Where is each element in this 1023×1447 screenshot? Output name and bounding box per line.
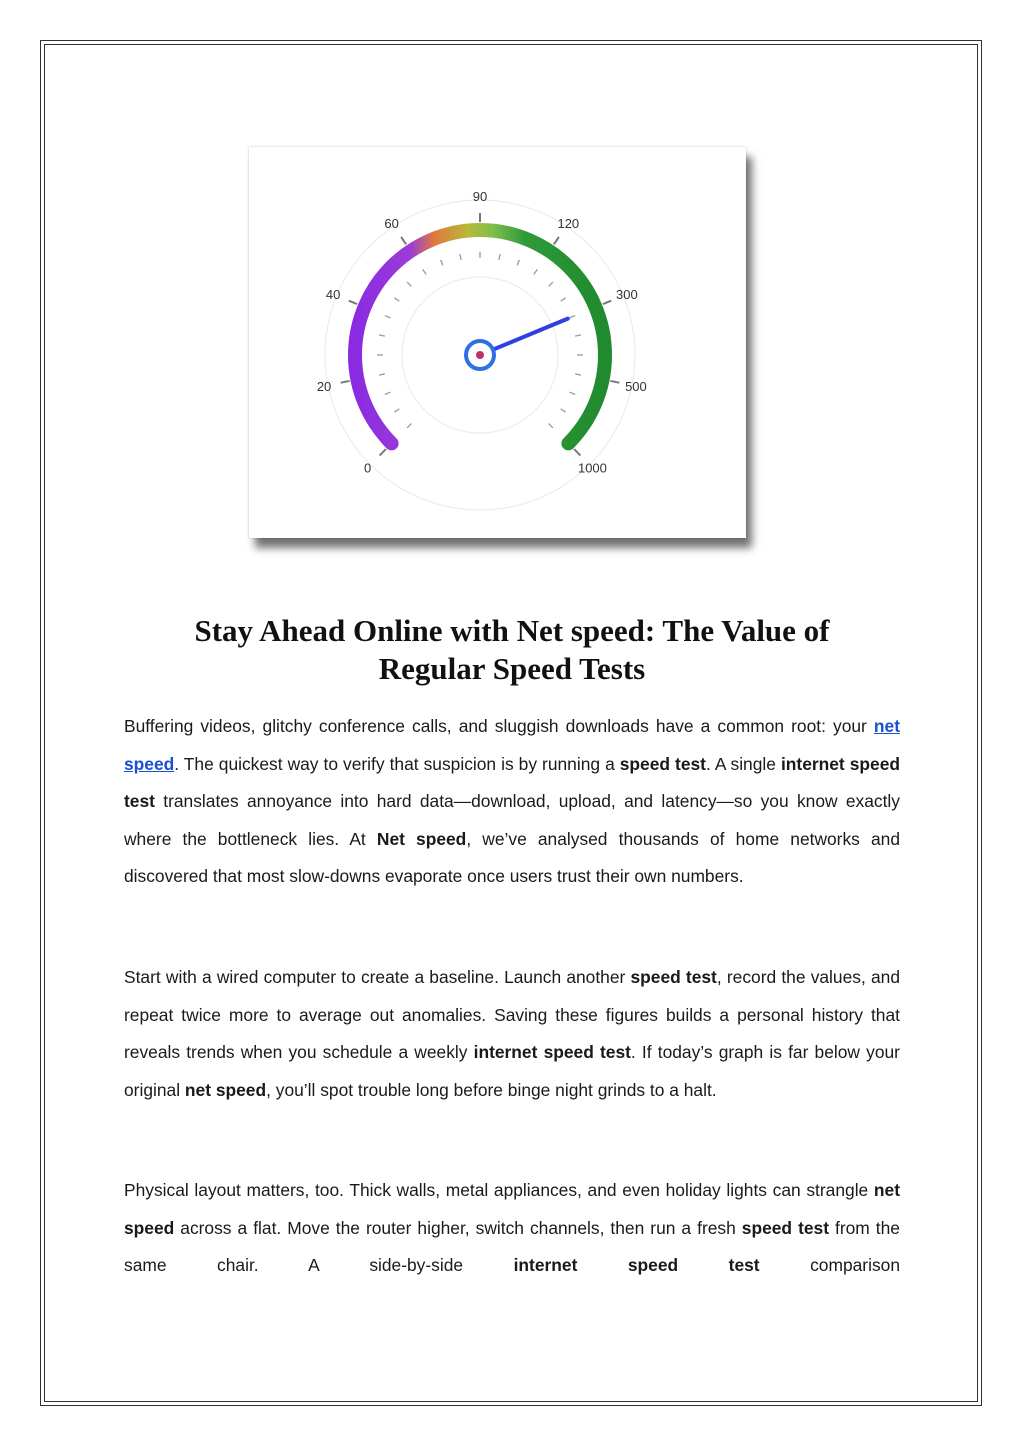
gauge-minor-tick [394,409,399,412]
p2-bold-internet-speed-test: internet speed test [473,1042,631,1063]
paragraph-3 [124,1172,900,1285]
gauge-tick [610,381,619,383]
paragraph-2 [124,959,900,1109]
p2-text-1: Start with a wired computer to create a baseline. Launch another [124,967,631,987]
gauge-minor-tick [407,282,411,286]
gauge-minor-tick [561,409,566,412]
p1-text-3: . A single [705,753,781,774]
gauge-tick [380,449,386,455]
gauge-minor-tick [517,260,519,266]
p3-bold-internet-speed-test: internet speed test [513,1255,760,1276]
p1-text-1: Buffering videos, glitchy conference calls, and sluggish downloads have a common root: your [124,716,874,736]
p1-bold-internet-speed-test: internet speed test [124,753,900,812]
net-speed-link[interactable]: net speed [124,716,900,774]
gauge-tick [574,449,580,455]
gauge-minor-tick [379,335,385,336]
p2-bold-speed-test: speed test [630,967,717,987]
gauge-tick [554,237,559,244]
p2-text-2: , record the values, and repeat twice more to average out anomalies. Saving these figures builds a personal history that reveals trends when you schedule a weekly [124,967,900,1063]
gauge-tick-label: 0 [363,460,372,476]
gauge-tick [401,237,406,244]
gauge-scale-ticks [341,213,620,455]
gauge-minor-tick [549,424,553,428]
article-title-line-1: Stay Ahead Online with Net speed: The Value of [194,613,830,648]
gauge-minor-tick [460,254,461,260]
p1-text-5: , we’ve analysed thousands of home networks and discovered that most slow-downs evaporate once users trust their own numbers. [124,828,901,887]
gauge-arc [355,230,605,443]
gauge-minor-tick [407,424,411,428]
speedometer-image [249,147,746,538]
gauge-tick-label: 40 [325,287,341,303]
gauge-minor-tick [575,335,581,336]
p1-bold-net-speed: Net speed [376,828,467,849]
p3-bold-net-speed: net speed [124,1180,900,1238]
gauge-hub-center [476,351,484,359]
gauge-minor-tick [570,392,576,394]
gauge-minor-tick [549,282,553,286]
p1-bold-speed-test: speed test [619,753,706,774]
gauge-tick [341,381,350,383]
p2-text-3: . If today’s graph is far below your original [124,1042,900,1100]
gauge-tick [349,301,357,304]
p3-text-4: comparison [759,1255,900,1276]
p2-bold-net-speed: net speed [184,1079,267,1100]
gauge-tick-label: 300 [616,287,638,303]
gauge-minor-tick [423,269,426,274]
gauge-minor-tick [561,298,566,301]
gauge-tick-label: 20 [316,379,332,395]
gauge-minor-tick [379,374,385,375]
gauge-minor-tick [534,269,537,274]
gauge-tick [603,301,611,304]
gauge-tick-label: 60 [384,215,399,231]
gauge-minor-tick [394,298,399,301]
gauge-tick-label: 90 [472,189,488,204]
gauge-tick-label: 500 [625,379,647,395]
p3-text-1: Physical layout matters, too. Thick walls, metal appliances, and even holiday lights can strangle [124,1180,874,1200]
p3-bold-speed-test: speed test [741,1217,829,1238]
article-title [124,612,900,688]
article-title-line-2: Regular Speed Tests [378,651,646,686]
gauge-minor-tick [385,316,391,318]
gauge-minor-tick [441,260,443,266]
speedometer-gauge [249,147,746,538]
gauge-minor-tick [575,374,581,375]
paragraph-1 [124,708,900,896]
gauge-tick-label: 1000 [577,460,607,476]
p1-text-4: translates annoyance into hard data—download, upload, and latency—so you know exactly where the bottleneck lies. At [124,791,900,849]
p3-text-2: across a flat. Move the router higher, switch channels, then run a fresh [174,1217,742,1238]
gauge-minor-tick [570,316,576,318]
p1-text-2: . The quickest way to verify that suspicion is by running a [174,753,620,774]
gauge-tick-label: 120 [557,215,580,231]
gauge-minor-tick [499,254,500,260]
gauge-minor-tick [385,392,391,394]
p2-text-4: , you’ll spot trouble long before binge night grinds to a halt. [266,1079,717,1100]
p3-text-3: from the same chair. A side-by-side [124,1217,900,1276]
